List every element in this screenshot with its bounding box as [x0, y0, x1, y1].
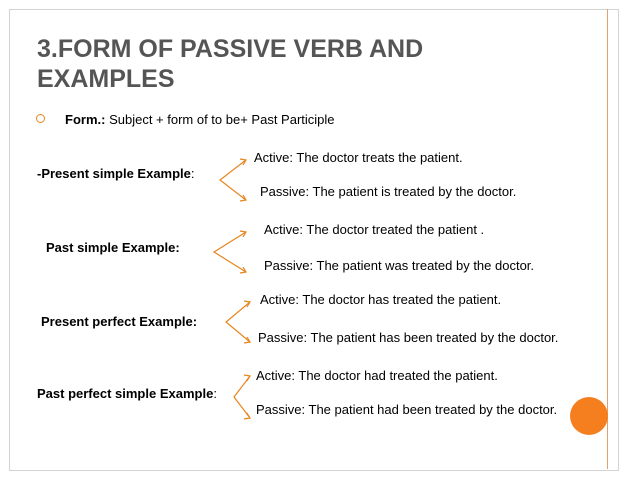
form-text: Subject + form of to be+ Past Participle	[105, 112, 335, 127]
passive-sentence: Passive: The patient was treated by the doctor.	[264, 258, 535, 273]
form-label: Form.:	[65, 112, 106, 127]
example-past-simple	[0, 220, 638, 280]
form-bullet	[36, 112, 335, 127]
passive-sentence: Passive: The patient is treated by the doctor.	[260, 184, 517, 199]
branch-arrow-icon	[218, 158, 248, 202]
example-label: -Present simple Example:	[37, 166, 195, 181]
example-label: Past perfect simple Example:	[37, 386, 217, 401]
example-present-perfect	[0, 290, 638, 350]
active-sentence: Active: The doctor had treated the patient.	[256, 368, 498, 383]
branch-arrow-icon	[212, 230, 248, 274]
example-label: Present perfect Example:	[41, 314, 198, 329]
slide-title: 3.FORM OF PASSIVE VERB AND EXAMPLES	[37, 35, 424, 93]
active-sentence: Active: The doctor treats the patient.	[254, 150, 463, 165]
passive-sentence: Passive: The patient has been treated by the doctor.	[258, 330, 559, 345]
passive-sentence: Passive: The patient had been treated by the doctor.	[256, 402, 558, 417]
active-sentence: Active: The doctor has treated the patient.	[260, 292, 502, 307]
active-sentence: Active: The doctor treated the patient .	[264, 222, 485, 237]
decorative-orb-icon	[570, 397, 608, 435]
example-label: Past simple Example:	[46, 240, 180, 255]
example-present-simple	[0, 148, 638, 208]
branch-arrow-icon	[224, 300, 252, 344]
example-past-perfect-simple	[0, 366, 638, 426]
bullet-icon	[36, 114, 45, 123]
branch-arrow-icon	[232, 374, 252, 420]
